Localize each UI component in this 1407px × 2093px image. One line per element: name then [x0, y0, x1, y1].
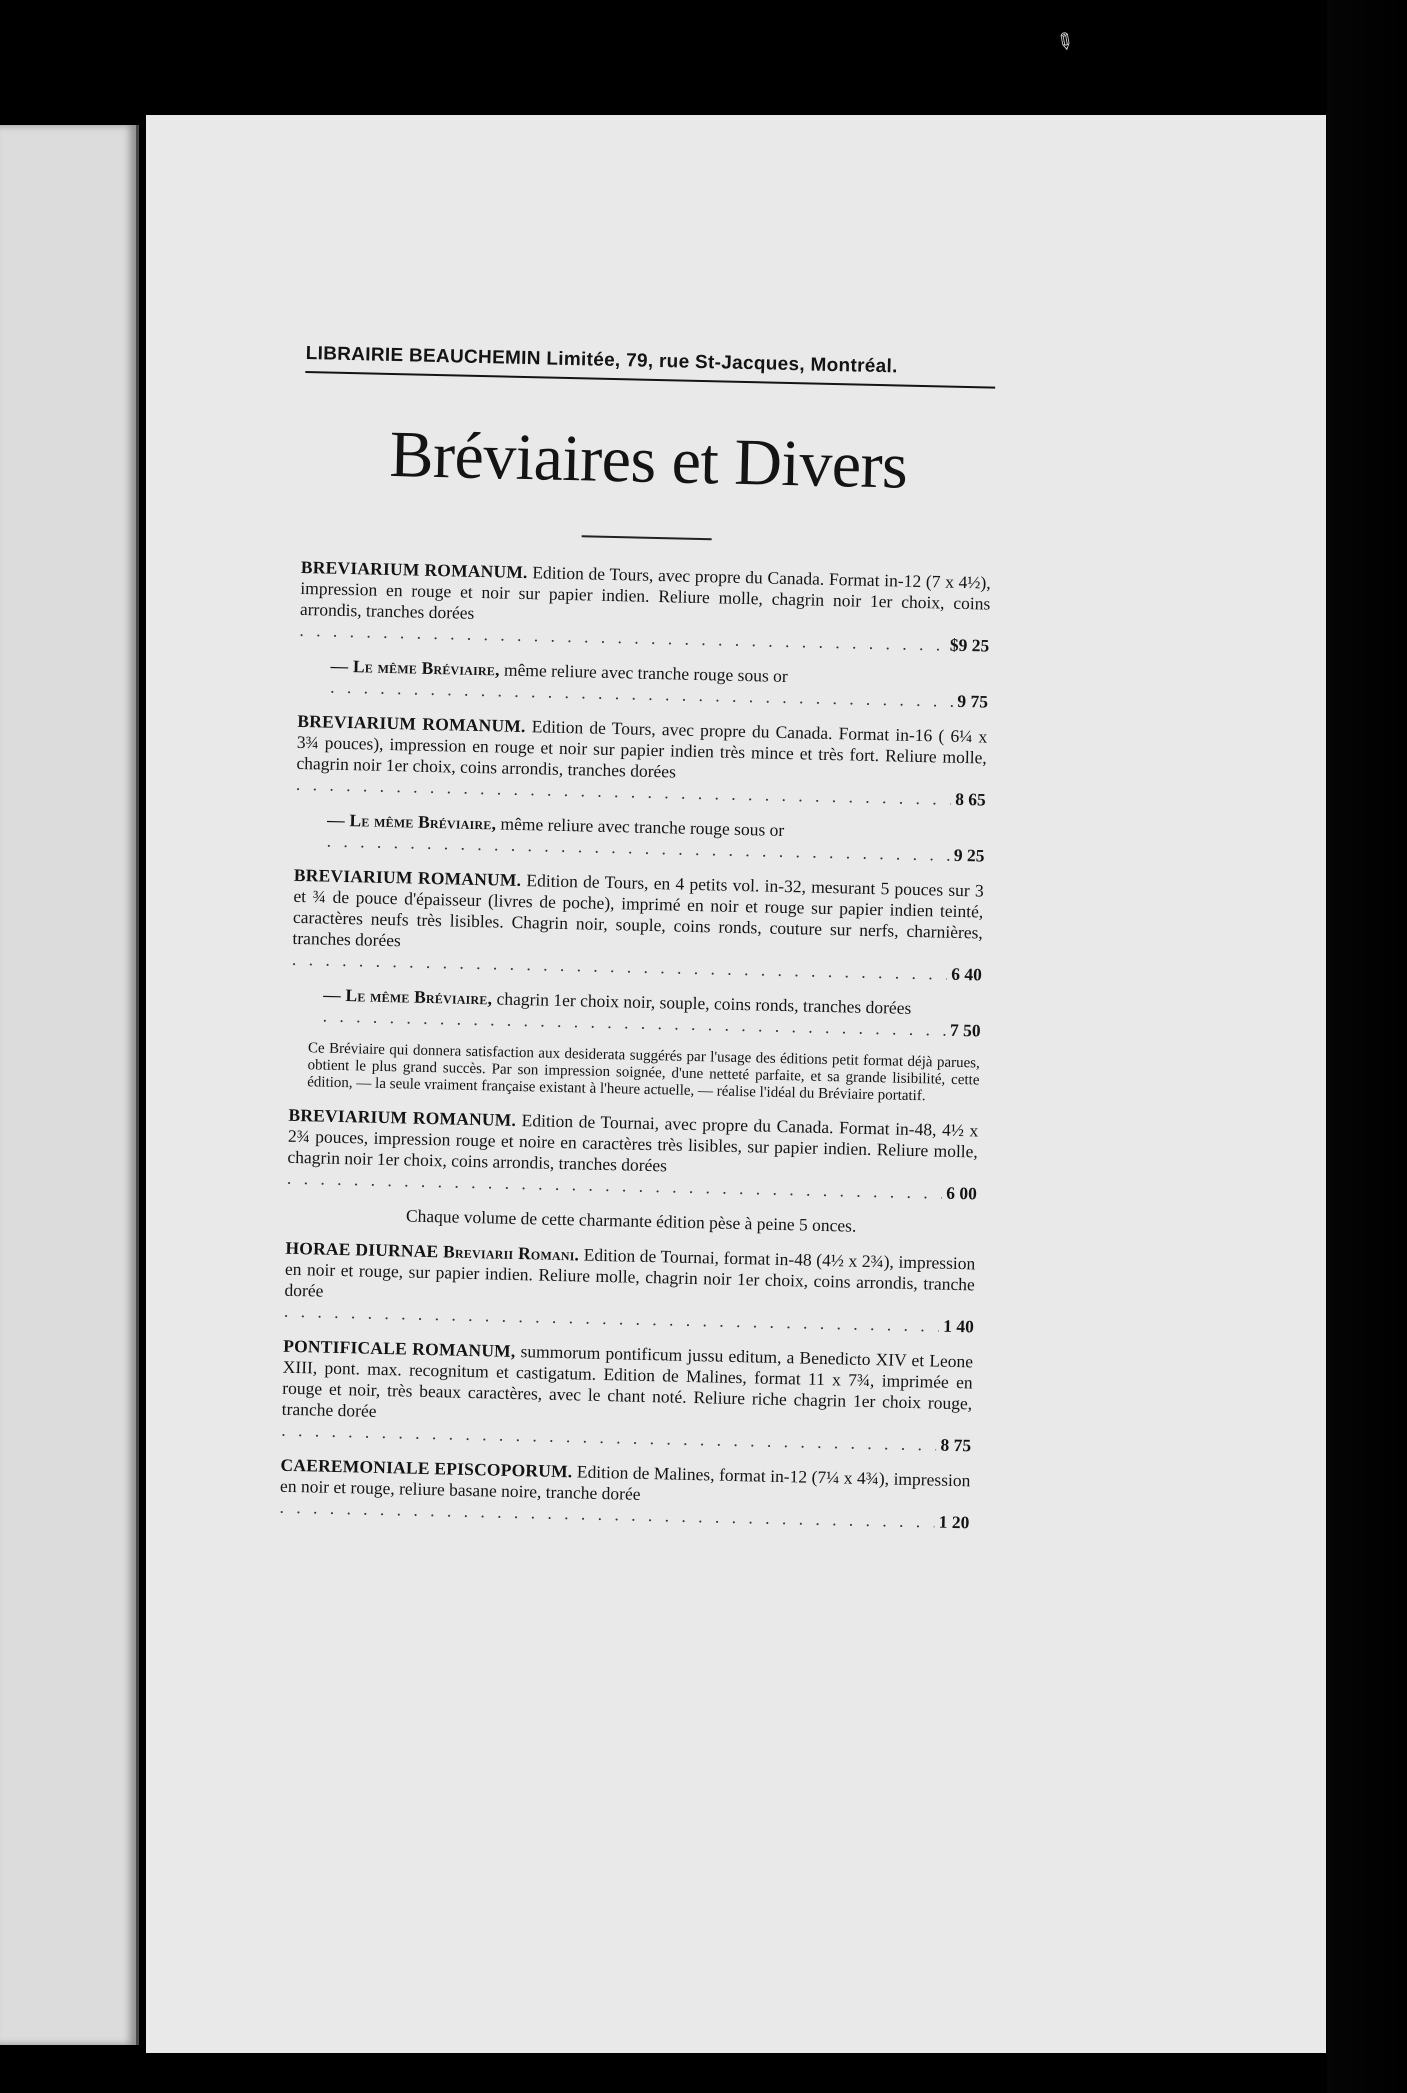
entry-title: BREVIARIUM ROMANUM.	[300, 556, 528, 583]
entry-description: summorum pontificum jussu editum, a Benedicto XIV et Leone XIII, pont. max. recognitum et castigatum. Edition de Malines, format 11 x 7¾, imprimée en rouge et noir, très beaux caractères, avec le chant noté. Reliure riche chagrin 1er choix rouge, tranche dorée	[281, 1341, 974, 1421]
entry-title: — Le même Bréviaire,	[330, 655, 500, 680]
catalog-entry	[291, 984, 982, 1042]
entry-description: Edition de Tours, avec propre du Canada. Format in-12 (7 x 4½), impression en rouge et noir sur papier indien. Reliure molle, chagrin noir 1er choix, coins arrondis, tranches dorées	[299, 562, 991, 623]
entry-description: même reliure avec tranche rouge sous or	[499, 659, 788, 687]
entry-description: Edition de Tournai, avec propre du Canada. Format in-48, 4½ x 2¾ pouces, impression rouge et noire en caractères très lisibles, sur papier indien. Reliure molle, chagrin noir 1er choix, coins arrondis, tranches dorées	[287, 1109, 979, 1176]
entry-price: 9 25	[953, 844, 985, 866]
catalog-entry	[281, 1336, 973, 1457]
entry-price: 9 75	[957, 690, 989, 712]
entry-title: HORAE DIURNAE Breviarii Romani.	[285, 1237, 580, 1265]
catalog-entry	[279, 1455, 970, 1534]
catalog-entry	[298, 655, 989, 713]
catalog-entry	[299, 557, 991, 657]
entry-title: BREVIARIUM ROMANUM.	[288, 1104, 517, 1130]
entry-price: 1 20	[938, 1511, 970, 1533]
left-facing-leaf	[0, 125, 139, 2045]
entry-price: 6 40	[951, 963, 983, 985]
page-content	[279, 343, 1206, 1552]
entry-description: même reliure avec tranche rouge sous or	[495, 813, 785, 840]
entry-price: 6 00	[946, 1182, 978, 1204]
entry-title: — Le même Bréviaire,	[322, 984, 493, 1009]
entry-title: BREVIARIUM ROMANUM.	[293, 864, 522, 891]
entry-description: Edition de Tours, en 4 petits vol. in-32, mesurant 5 pouces sur 3 et ¾ de pouce d'épaisseur (livres de poche), imprimé en noir et rouge sur papier indien teinté, caractères neufs très lisibles. Chagrin noir, souple, coins ronds, couture sur nerfs, charnières, tranches dorées	[292, 870, 984, 951]
entry-title: BREVIARIUM ROMANUM.	[297, 710, 526, 737]
entry-description: Edition de Tours, avec propre du Canada. Format in-16 ( 6¼ x 3¾ pouces), impression en rouge et noir sur papier indien très mince et très fort. Reliure molle, chagrin noir 1er choix, coins arrondis, tranches dorées	[296, 716, 988, 782]
entry-title: CAEREMONIALE EPISCOPORUM.	[280, 1454, 573, 1482]
catalog-entry	[284, 1238, 976, 1338]
page-title: Bréviaires et Divers	[388, 417, 909, 503]
catalog-entry	[294, 809, 985, 867]
entry-description: chagrin 1er choix noir, souple, coins ronds, tranches dorées	[491, 988, 912, 1018]
entry-price: $9 25	[949, 634, 990, 656]
scan-corner-mark: ✎	[1049, 26, 1079, 59]
entry-title: PONTIFICALE ROMANUM,	[283, 1335, 516, 1362]
catalog-entry	[296, 711, 988, 811]
entry-note: Ce Bréviaire qui donnera satisfaction aux desiderata suggérés par l'usage des éditions petit format déjà parues, obtient le plus grand succès. Par son impression soignée, d'une netteté parfaite, et sa grande lisibilité, cette édition, — la seule vraiment française existant à l'heure actuelle, — réalise l'idéal du Bréviaire portatif.	[307, 1040, 981, 1105]
entry-description: Edition de Tournai, format in-48 (4½ x 2¾), impression en noir et rouge, sur papier indien. Reliure molle, chagrin noir 1er choix, coins arrondis, tranche dorée	[284, 1244, 976, 1301]
catalog-entry	[292, 865, 984, 986]
scan-background	[1327, 0, 1407, 2093]
entry-title: — Le même Bréviaire,	[326, 809, 497, 834]
entry-price: 7 50	[949, 1019, 981, 1041]
entry-note: Chaque volume de cette charmante édition pèse à peine 5 onces.	[405, 1205, 857, 1236]
title-divider	[582, 535, 712, 540]
catalog-entries	[279, 557, 991, 1533]
entry-price: 1 40	[943, 1315, 975, 1337]
entry-price: 8 75	[940, 1434, 972, 1456]
catalog-page	[146, 115, 1326, 2053]
catalog-entry	[287, 1105, 979, 1205]
entry-description: Edition de Malines, format in-12 (7¼ x 4¾), impression en noir et rouge, reliure basane noire, tranche dorée	[279, 1461, 971, 1504]
publisher-header: LIBRAIRIE BEAUCHEMIN Limitée, 79, rue St-Jacques, Montréal.	[305, 343, 996, 389]
entry-price: 8 65	[954, 788, 987, 810]
